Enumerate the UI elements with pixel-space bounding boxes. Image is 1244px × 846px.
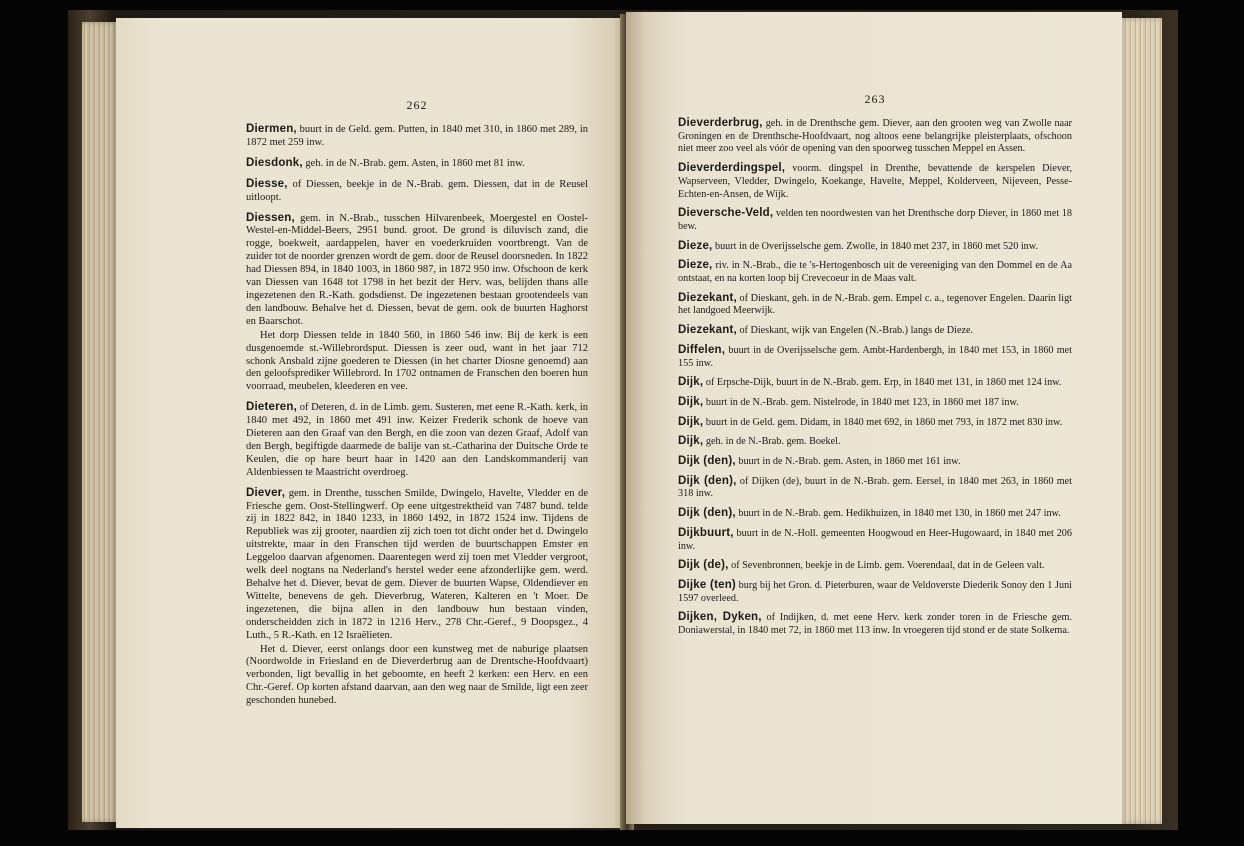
headword: Diezekant, (678, 324, 737, 337)
entry-text: buurt in de Overijsselsche gem. Ambt-Hardenbergh, in 1840 met 153, in 1860 met 155 inw. (678, 344, 1072, 369)
entry-text: buurt in de Geld. gem. Didam, in 1840 met 692, in 1860 met 793, in 1872 met 830 inw. (703, 416, 1063, 428)
entry-text: of Diessen, beekje in de N.-Brab. gem. Diessen, dat in de Reusel uitloopt. (246, 178, 588, 203)
headword: Dijk (den), (678, 455, 736, 468)
entry (678, 527, 1072, 553)
headword: Dijk (den), (678, 474, 737, 487)
entry-text: gem. in N.-Brab., tusschen Hilvarenbeek, Moergestel en Oostel-Westel-en-Middel-Beers, 2951 bund. groot. De grond is diluvisch zand, die rogge, boekweit, aardappelen, haver en voederkruiden voortbrengt. Van de zuider tot de noorder grenzen wordt de gem. door de Reusel doorsneden. In 1822 had Diessen 894, in 1840 1003, in 1860 987, in 1872 950 inw. Ofschoon de kerk van Diessen van 1648 tot 1798 in het bezit der Herv. was, belijden thans alle ingezetenen den R.-Kath. godsdienst. De ingezetenen bestaan grootendeels van den landbouw. Behalve het d. Diessen, bevat de gem. ook de buurten Haghorst en Baarschot. (246, 212, 588, 327)
entry (246, 123, 588, 150)
headword: Dieteren, (246, 401, 298, 414)
entry-text: burg bij het Gron. d. Pieterburen, waar de Veldoverste Diederik Sonoy den 1 Juni 1597 overleed. (678, 579, 1073, 604)
entry-text: riv. in N.-Brab., die te 's-Hertogenbosch uit de vereeniging van den Dommel en de Aa ontstaat, en na korten loop bij Crevecoeur in de Maas valt. (678, 260, 1072, 285)
headword: Diffelen, (678, 343, 726, 356)
page-edges-left (82, 22, 118, 822)
page-edges-right (1118, 18, 1162, 824)
headword: Dijkbuurt, (678, 526, 734, 539)
headword: Diezekant, (678, 291, 737, 304)
headword: Diever, (246, 486, 286, 499)
entry-text: of Dieskant, geh. in de N.-Brab. gem. Empel c. a., tegenover Engelen. Daarin ligt het landgoed Meerwijk. (678, 292, 1072, 317)
entry (246, 487, 588, 643)
entry-text: gem. in Drenthe, tusschen Smilde, Dwingelo, Havelte, Vledder en de Friesche gem. Oost-Stellingwerf. Op eene uitgestrektheid van 7487 bund. telde zij in 1822 842, in 1840 1233, in 1860 1492, in 1872 1524 inw. Tijdens de Republiek was zij grooter, naardien zij zich toen tot dicht onder het d. Dwingelo uitstrekte, maar in den Franschen tijd werden de buurtschappen Emster en Leggeloo daarvan afgenomen. Daarentegen werd zij toen met Vledder vergroot, welk deel nogtans na Nederland's herstel weder eene afzonderlijke gem. werd. Behalve het d. Diever, bevat de gem. Diever de buurten Wapse, Oldendiever en Wittelte, benevens de geh. Dieverbrug, Wateren, Kalteren en 't Moer. De ingezetenen, die bijna allen in den landbouw hun bestaan vinden, onderscheidden zich in 1872 in 1216 Herv., 278 Chr.-Geref., 9 Doopsgez., 4 Luth., 5 R.-Kath. en 12 Israëlieten. (246, 487, 588, 641)
headword: Dieze, (678, 239, 713, 252)
entry-text: Het d. Diever, eerst onlangs door een kunstweg met de naburige plaatsen (Noordwolde in Friesland en de Dieverderbrug aan de Drentsche-Hoofdvaart) verbonden, ligt bevallig in het geboomte, en heeft 2 kerken: een Herv. en een Chr.-Geref. Op korten afstand daarvan, aan den weg naar de Smilde, ligt een zeer geschonden hunebed. (246, 643, 588, 707)
left-page (116, 18, 628, 828)
entry-text: buurt in de N.-Holl. gemeenten Hoogwoud en Heer-Hugowaard, in 1840 met 206 inw. (678, 527, 1072, 552)
entry-text: of Sevenbronnen, beekje in de Limb. gem. Voerendaal, dat in de Geleen valt. (728, 560, 1045, 572)
entry (678, 455, 1072, 469)
headword: Dijk, (678, 435, 704, 448)
entry (678, 507, 1072, 521)
entry (678, 396, 1072, 410)
headword: Dijken, Dyken, (678, 611, 762, 624)
entry-text: buurt in de N.-Brab. gem. Asten, in 1860 met 161 inw. (735, 456, 961, 468)
entry (678, 259, 1072, 285)
entry (678, 611, 1072, 637)
entry (678, 559, 1072, 573)
entry-paragraph (246, 330, 588, 395)
entry (678, 240, 1072, 254)
entry (678, 435, 1072, 449)
headword: Dijk, (678, 395, 704, 408)
entry-text: Het dorp Diessen telde in 1840 560, in 1860 546 inw. Bij de kerk is een dusgenoemde st.-Willebrordsput. Diessen is zeer oud, want in het jaar 712 schonk Ansbald zijne goederen te Diessen (in het charter Diosne genoemd) aan den geloofsprediker Willebrord. In 1702 ontnamen de Franschen den boeren hun voorraad, meubelen, kleederen en vee. (246, 329, 588, 393)
page-number: 262 (406, 98, 428, 112)
entry-text: of Dieskant, wijk van Engelen (N.-Brab.) langs de Dieze. (736, 325, 974, 337)
entry (678, 292, 1072, 318)
headword: Dijke (ten) (678, 578, 736, 591)
entry-text: buurt in de N.-Brab. gem. Hedikhuizen, in 1840 met 130, in 1860 met 247 inw. (735, 508, 1061, 520)
entry-text: geh. in de N.-Brab. gem. Boekel. (703, 436, 841, 448)
entry (246, 401, 588, 479)
entry (678, 416, 1072, 430)
headword: Dieversche-Veld, (678, 207, 774, 220)
entry (246, 157, 588, 171)
headword: Dijk (de), (678, 559, 729, 572)
right-page (626, 12, 1122, 824)
entry-text: of Deteren, d. in de Limb. gem. Susteren, met eene R.-Kath. kerk, in 1840 met 492, in 1860 met 491 inw. Keizer Frederik schonk de hoeve van Dieteren aan den Graaf van den Bergh, en die zoon van dezen Graaf, Adolf van den Bergh, begiftigde daarmede de balije van st.-Catharina der Duitsche Orde te Keulen, die op hare beurt haar in 1420 aan den Landskommanderij van Aldenbiessen te Maastricht overdroeg. (246, 402, 588, 478)
headword: Diermen, (246, 123, 297, 135)
headword: Dijk, (678, 415, 704, 428)
entry-text: geh. in de Drenthsche gem. Diever, aan den grooten weg van Zwolle naar Groningen en de Drenthsche-Hoofdvaart, nog altoos eene belangrijke pleisterplaats, ofschoon niet meer zoo veel als vóór de opening van den spoorweg tusschen Meppel en Assen. (678, 118, 1072, 155)
headword: Dijk, (678, 376, 704, 389)
entry (678, 376, 1072, 390)
entry-paragraph (246, 644, 588, 709)
entry (678, 344, 1072, 370)
entry-text: geh. in de N.-Brab. gem. Asten, in 1860 met 81 inw. (302, 157, 525, 169)
entry (246, 212, 588, 329)
entry (678, 475, 1072, 501)
entry (246, 178, 588, 205)
headword: Dieverderbrug, (678, 117, 763, 129)
headword: Dieverderdingspel, (678, 162, 786, 175)
headword: Diesse, (246, 177, 288, 190)
entry-text: velden ten noordwesten van het Drenthsche dorp Diever, in 1860 met 18 bew. (678, 208, 1072, 232)
entry (678, 207, 1072, 233)
headword: Diesdonk, (246, 156, 303, 169)
entry-text: voorm. dingspel in Drenthe, bevattende de kerspelen Diever, Wapserveen, Vledder, Dwingelo, Koekange, Havelte, Meppel, Kolderveen, Nijeveen, Pesse-Echten-en-Ansen, de Wijk. (678, 163, 1072, 200)
entry-text: of Indijken, d. met eene Herv. kerk zonder toren in de Friesche gem. Doniawerstal, in 1840 met 72, in 1860 met 113 inw. In vroegeren tijd stond er de state Solkema. (678, 612, 1072, 637)
entry (678, 162, 1072, 201)
entry-text: of Erpsche-Dijk, buurt in de N.-Brab. gem. Erp, in 1840 met 131, in 1860 met 124 inw. (703, 377, 1062, 389)
entry-text: buurt in de Geld. gem. Putten, in 1840 met 310, in 1860 met 289, in 1872 met 259 inw. (246, 124, 588, 148)
entry-text: buurt in de N.-Brab. gem. Nistelrode, in 1840 met 123, in 1860 met 187 inw. (703, 396, 1019, 408)
entry (678, 324, 1072, 338)
entry-text: buurt in de Overijsselsche gem. Zwolle, in 1840 met 237, in 1860 met 520 inw. (712, 240, 1039, 252)
entry-text: of Dijken (de), buurt in de N.-Brab. gem. Eersel, in 1840 met 263, in 1860 met 318 inw. (678, 475, 1072, 500)
entry (678, 579, 1072, 605)
headword: Diessen, (246, 211, 295, 224)
headword: Dijk (den), (678, 507, 736, 520)
headword: Dieze, (678, 259, 713, 272)
page-number: 263 (864, 92, 886, 106)
entry (678, 117, 1072, 156)
